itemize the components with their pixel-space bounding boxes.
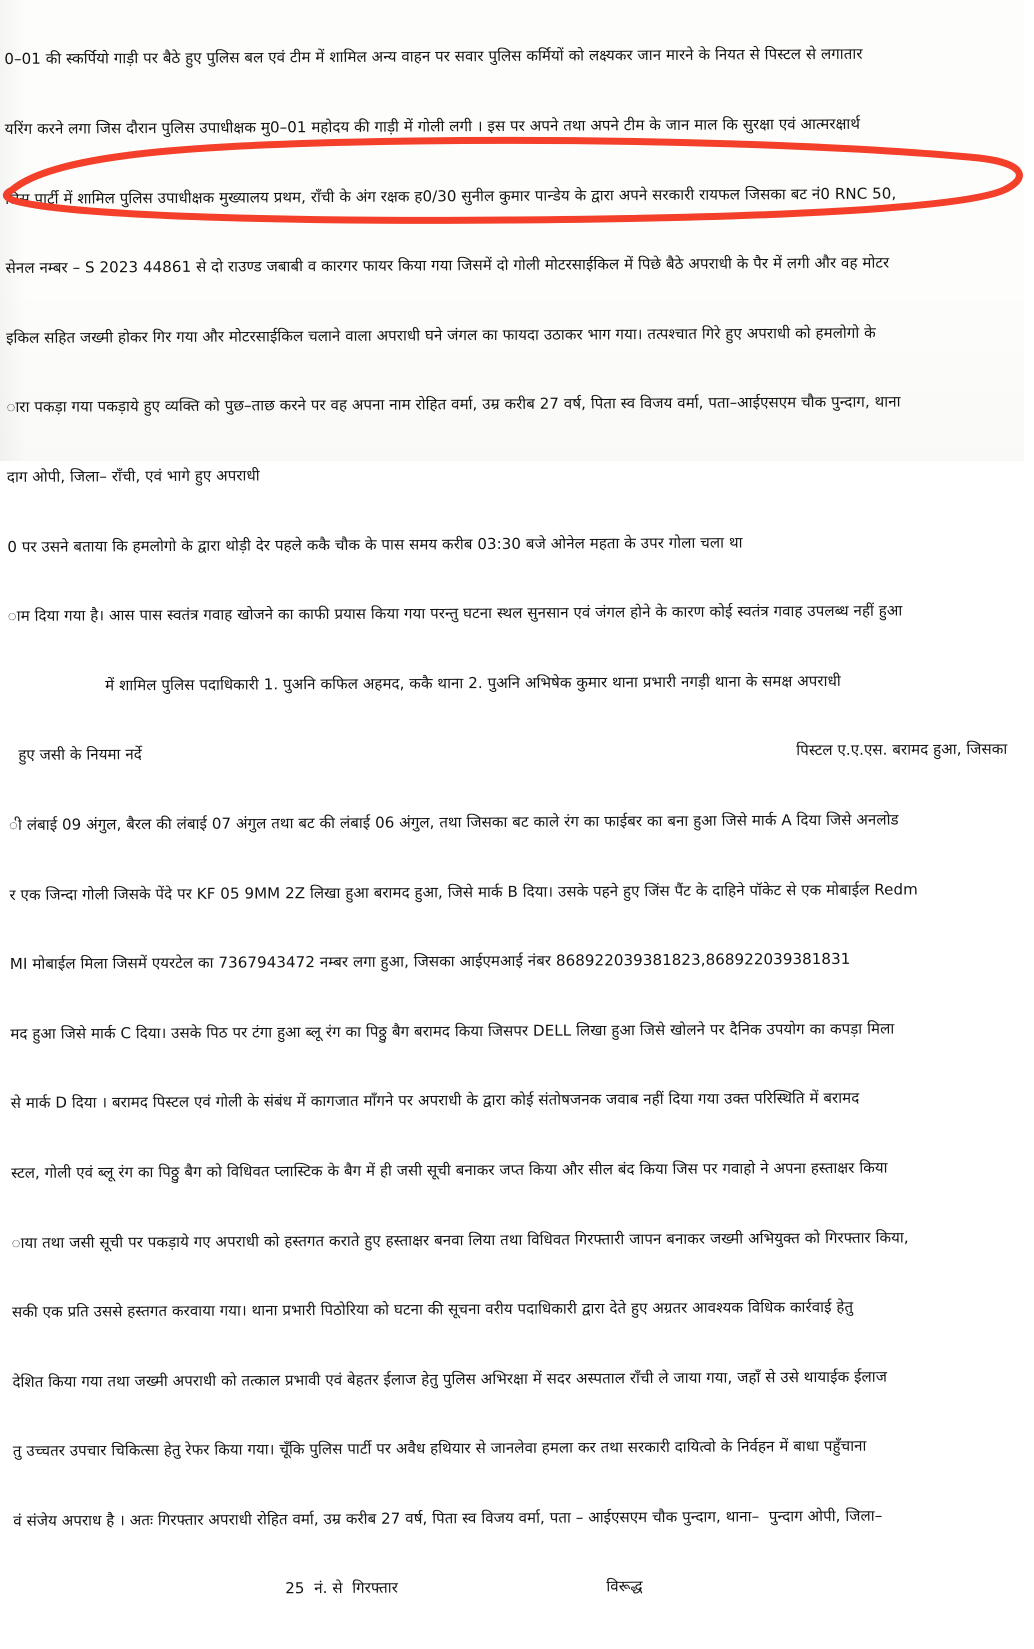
document-line: यरिंग करने लगा जिस दौरान पुलिस उपाधीक्षक मु0–01 महोदय की गाड़ी में गोली लगी । इस पर अपने तथा अपने टीम के जान माल कि सुरक्षा एवं आत्मरक्षार्थ bbox=[4, 114, 861, 138]
document-line-annotated: में शामिल पुलिस पदाधिकारी 1. पुअनि कफिल अहमद, ककै थाना 2. पुअनि अभिषेक कुमार थाना प्रभारी नगड़ी थाना के समक्ष अपराधी bbox=[8, 671, 841, 695]
document-line: 0–01 की स्कर्पियो गाड़ी पर बैठे हुए पुलिस बल एवं टीम में शामिल अन्य वाहन पर सवार पुलिस कर्मियों को लक्ष्यकर जान मारने के नियत से पिस्टल से लगातार bbox=[4, 45, 863, 69]
document-line: ाया तथा जसी सूची पर पकड़ाये गए अपराधी को हस्तगत कराते हुए हस्ताक्षर बनवा लिया तथा विधिवत गिरफ्तारी जापन बनाकर जख्मी अभियुक्त को गिरफ्तार किया, bbox=[11, 1227, 909, 1252]
document-line: ाम दिया गया है। आस पास स्वतंत्र गवाह खोजने का काफी प्रयास किया गया परन्तु घटना स्थल सुनसान एवं जंगल होने के कारण कोई स्वतंत्र गवाह उपलब्ध नहीं हुआ bbox=[7, 601, 903, 626]
document-line: से मार्क D दिया । बरामद पिस्टल एवं गोली के संबंध में कागजात माँगने पर अपराधी के द्वारा कोई संतोषजनक जवाब नहीं दिया गया उक्त परिस्थिति में बरामद bbox=[10, 1089, 860, 1113]
document-line: ारा पकड़ा गया पकड़ाये हुए व्यक्ति को पुछ–ताछ करने पर वह अपना नाम रोहित वर्मा, उम्र करीब 27 वर्ष, पिता स्व विजय वर्मा, पता–आईएसएम चौक पुन्दाग, थाना bbox=[6, 392, 901, 417]
document-line: मद हुआ जिसे मार्क C दिया। उसके पिठ पर टंगा हुआ ब्लू रंग का पिठ्ठु बैग बरामद किया जिसपर DELL लिखा हुआ जिसे खोलने पर दैनिक उपयोग का कपड़ा मिला bbox=[10, 1019, 895, 1043]
document-line: सेनल नम्बर – S 2023 44861 से दो राउण्ड जबाबी व कारगर फायर किया गया जिसमें दो गोली मोटरसाईकिल में पिछे बैठे अपराधी के पैर में लगी और वह मोटर bbox=[5, 253, 890, 278]
document-line: दाग ओपी, जिला– राँची, एवं भागे हुए अपराधी bbox=[6, 466, 260, 486]
document-line: 25 नं. से गिरफ्तार विरूद्ध bbox=[13, 1577, 643, 1600]
document-line: MI मोबाईल मिला जिसमें एयरटेल का 7367943472 नम्बर लगा हुआ, जिसका आईएमआई नंबर 868922039381823,868922039381831 bbox=[9, 949, 851, 974]
document-line: तु उच्चतर उपचार चिकित्सा हेतु रेफर किया गया। चूँकि पुलिस पार्टी पर अवैध हथियार से जानलेवा हमला कर तथा सरकारी दायित्वो के निर्वहन में बाधा पहुँचाना bbox=[12, 1437, 867, 1461]
document-line: देशित किया गया तथा जख्मी अपराधी को तत्काल प्रभावी एवं बेहतर ईलाज हेतु पुलिस अभिरक्षा में सदर अस्पताल राँची ले जाया गया, जहाँ से उसे थायाईक ईलाज bbox=[12, 1367, 887, 1391]
document-line: वं संजेय अपराध है । अतः गिरफ्तार अपराधी रोहित वर्मा, उम्र करीब 27 वर्ष, पिता स्व विजय वर्मा, पता – आईएसएम चौक पुन्दाग, थाना– पुन्दाग ओपी, जिला– bbox=[13, 1506, 883, 1530]
document-line: हुए जसी के नियमा नर्दे पिस्टल ए.ए.एस. बरामद हुआ, जिसका bbox=[8, 740, 1008, 765]
document-line: सकी एक प्रति उससे हस्तगत करवाया गया। थाना प्रभारी पिठोरिया को घटना की सूचना वरीय पदाधिकारी द्वारा देते हुए अग्रतर आवश्यक विधिक कार्रवाई हेतु bbox=[11, 1297, 854, 1322]
document-line: लिस पार्टी में शामिल पुलिस उपाधीक्षक मुख्यालय प्रथम, राँची के अंग रक्षक ह0/30 सुनील कुमार पान्डेय के द्वारा अपने सरकारी रायफल जिसका बट नं0 RNC 50, bbox=[5, 184, 897, 208]
document-line: स्टल, गोली एवं ब्लू रंग का पिठ्ठु बैग को विधिवत प्लास्टिक के बैग में ही जसी सूची बनाकर जप्त किया और सील बंद किया जिस पर गवाहो ने अपना हस्ताक्षर किया bbox=[11, 1158, 888, 1182]
document-line: 0 पर उसने बताया कि हमलोगो के द्वारा थोड़ी देर पहले ककै चौक के पास समय करीब 03:30 बजे ओनेल महता के उपर गोला चला था bbox=[7, 533, 743, 556]
document-line: ी लंबाई 09 अंगुल, बैरल की लंबाई 07 अंगुल तथा बट की लंबाई 06 अंगुल, तथा जिसका बट काले रंग का फाईबर का बना हुआ जिसे मार्क A दिया जिसे अनलोड bbox=[8, 810, 899, 834]
document-line: इकिल सहित जख्मी होकर गिर गया और मोटरसाईकिल चलाने वाला अपराधी घने जंगल का फायदा उठाकर भाग गया। तत्पश्चात गिरे हुए अपराधी को हमलोगो के bbox=[5, 323, 876, 347]
document-line: र एक जिन्दा गोली जिसके पेंदे पर KF 05 9MM 2Z लिखा हुआ बरामद हुआ, जिसे मार्क B दिया। उसके पहने हुए जिंस पैंट के दाहिने पॉकेट से एक मोबाईल Redm bbox=[9, 879, 918, 904]
